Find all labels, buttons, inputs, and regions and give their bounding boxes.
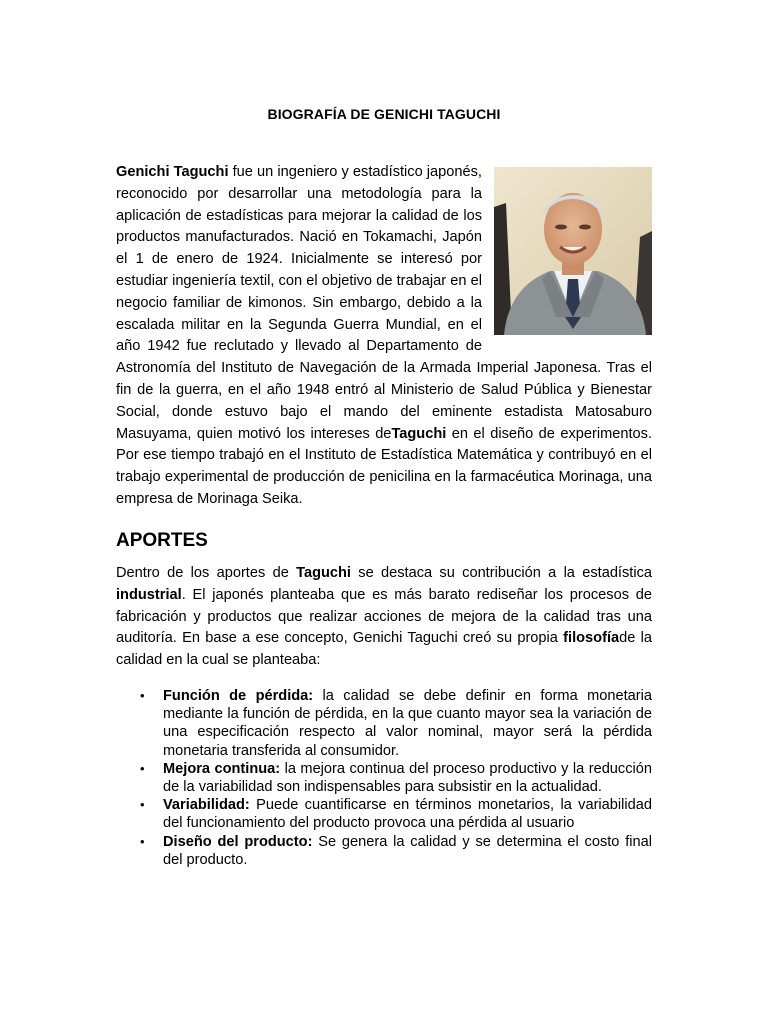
bio-text-2: en el diseño de experimentos. Por ese tiempo trabajó en el Instituto de Estadística Matemática y contribuyó en el trabajo experimental de producción de penicilina en la farmacéutica Morinaga, una empresa de Morinaga Seika.	[116, 425, 653, 507]
list-item-text: Se genera la calidad y se determina el costo final del producto.	[163, 833, 652, 868]
bio-name-2: Taguchi	[391, 425, 447, 442]
page-title: BIOGRAFÍA DE GENICHI TAGUCHI	[267, 106, 501, 122]
bio-text-1: fue un ingeniero y estadístico japonés, reconocido por desarrollar una metodología para la aplicación de estadísticas para mejorar la calidad de los productos manufacturados. Nació en Tokamachi, Japón el 1 de enero de 1924. Inicialmente se interesó por estudiar ingeniería textil, con el objetivo de trabajar en el negocio familiar de kimonos. Sin embargo, debido a la escalada militar en la Segunda Guerra Mundial, en el año 1942 fue reclutado y llevado al Departamento de Astronomía del Instituto de Navegación de la Armada Imperial Japonesa. Tras el fin de la guerra, en el año 1948 entró al Ministerio de Salud Pública y Bienestar Social, donde estuvo bajo el mando del eminente estadista Matosaburo Masuyama, quien motivó los intereses de	[116, 164, 652, 442]
aportes-bold-1: Taguchi	[296, 565, 351, 581]
list-item-text: la calidad se debe definir en forma monetaria mediante la función de pérdida, en la que cuanto mayor sea la variación de una especificación respecto al valor nominal, mayor será la pérdida monetaria transferida al consumidor.	[163, 688, 652, 759]
aportes-bold-2: industrial	[116, 586, 182, 603]
bullet-icon: •	[140, 833, 145, 849]
list-item	[116, 796, 652, 832]
list-item	[116, 760, 652, 796]
list-item	[116, 833, 652, 869]
list-item-text: Puede cuantificarse en términos monetarios, la variabilidad del funcionamiento del producto provoca una pérdida al usuario	[163, 797, 652, 832]
list-item-term: Diseño del producto:	[163, 833, 313, 850]
aportes-heading: APORTES	[116, 530, 208, 551]
bullet-icon: •	[140, 797, 145, 813]
aportes-text-2: se destaca su contribución a la estadística	[351, 565, 652, 581]
aportes-paragraph	[116, 563, 652, 672]
list-item-text: la mejora continua del proceso productivo y la reducción de la variabilidad son indispensables para subsistir en la actualidad.	[163, 760, 652, 796]
list-item-term: Variabilidad:	[163, 797, 250, 814]
bio-name: Genichi Taguchi	[116, 164, 229, 180]
bullet-icon: •	[140, 760, 145, 776]
list-item	[116, 687, 652, 760]
aportes-bold-3: filosofía	[563, 630, 620, 647]
biography-paragraph	[116, 162, 652, 511]
bullet-icon: •	[140, 688, 145, 703]
portrait-image	[494, 167, 652, 335]
philosophy-list	[116, 687, 652, 869]
portrait-photo	[494, 167, 652, 335]
list-item-term: Función de pérdida:	[163, 688, 314, 704]
aportes-text-4: de la calidad en la cual se planteaba:	[116, 630, 652, 669]
aportes-text-1: Dentro de los aportes de	[116, 565, 297, 581]
list-item-term: Mejora continua:	[163, 760, 281, 777]
aportes-text-3: . El japonés planteaba que es más barato rediseñar los procesos de fabricación y productos que realizar acciones de mejora de la calidad tras una auditoría. En base a ese concepto, Genichi Taguchi creó su propia	[116, 586, 652, 647]
